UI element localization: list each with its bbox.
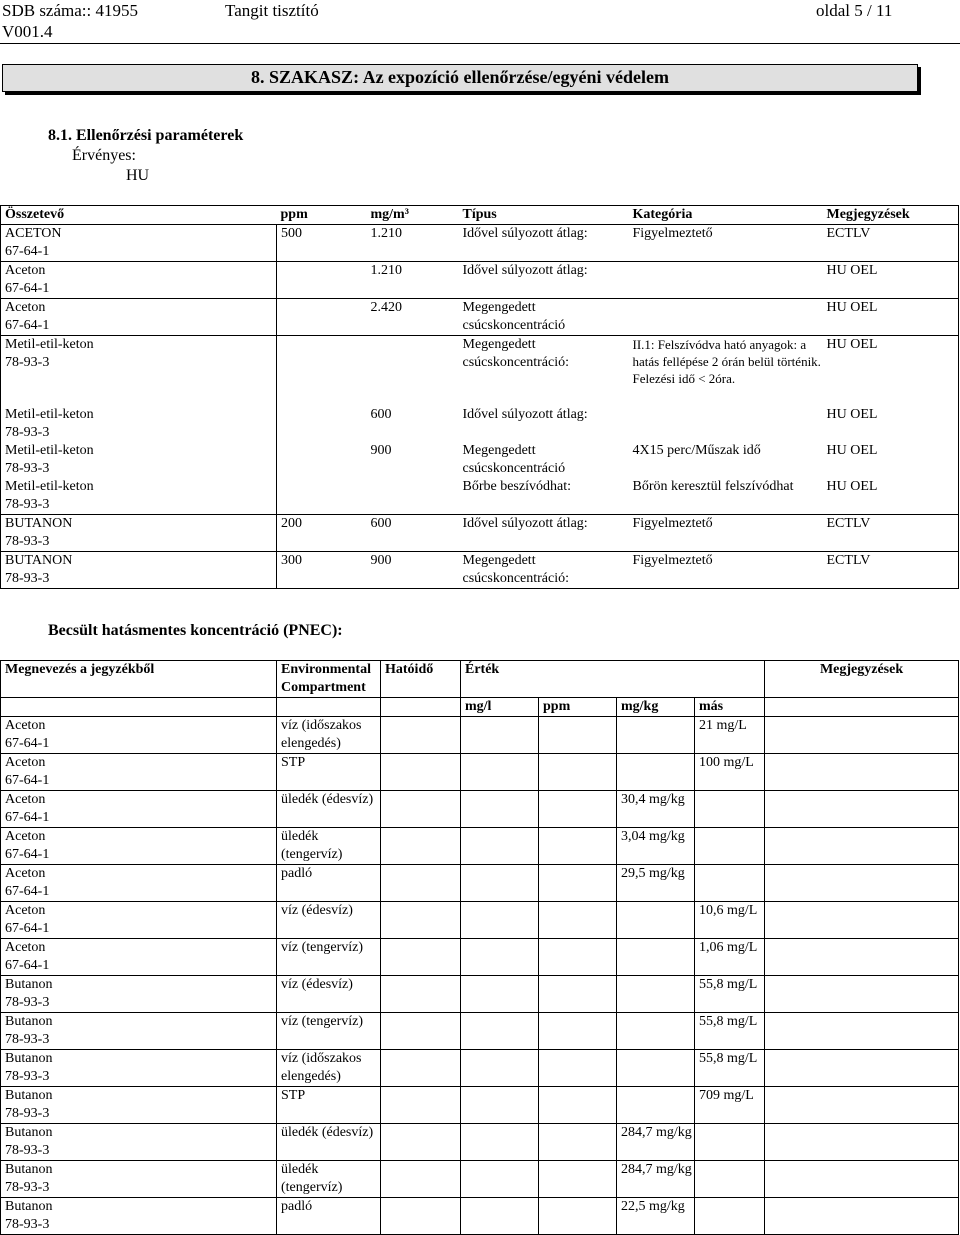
pnec-ppm: [539, 939, 617, 976]
pnec-duration: [381, 1050, 461, 1087]
pnec-mgl: [461, 754, 539, 791]
cell-ppm: [277, 478, 367, 515]
cell-type: Bőrbe beszívódhat:: [462, 478, 571, 494]
component-name: BUTANON: [5, 515, 73, 531]
pnec-remarks: [765, 1124, 959, 1161]
component-cell: [1, 406, 277, 442]
pnec-ppm: [539, 754, 617, 791]
component-cell: [1, 551, 277, 588]
valid-label: Érvényes:: [72, 147, 136, 164]
pnec-other: 709 mg/L: [695, 1087, 765, 1124]
cell-mgm3: 900: [370, 442, 392, 458]
pnec-other: 1,06 mg/L: [695, 939, 765, 976]
section-heading-box: [2, 64, 918, 92]
pnec-ppm: [539, 1124, 617, 1161]
pnec-remarks: [765, 1087, 959, 1124]
pnec-compartment: víz (időszakos elengedés): [277, 1050, 381, 1087]
cell-category: Figyelmeztető: [629, 514, 823, 551]
cell-mgm3: 600: [370, 406, 392, 422]
component-cell: [1, 262, 277, 299]
pnec-other: [695, 1124, 765, 1161]
pnec-mgl: [461, 717, 539, 754]
pnec-row: [1, 902, 959, 939]
cas-number: 67-64-1: [5, 318, 50, 333]
cas-number: 78-93-3: [5, 1032, 50, 1047]
pnec-compartment: padló: [277, 865, 381, 902]
pnec-mgkg: 30,4 mg/kg: [617, 791, 695, 828]
component-cell: [1, 225, 277, 262]
cas-number: 78-93-3: [5, 1180, 50, 1195]
cas-number: 67-64-1: [5, 244, 50, 259]
cell-mgm3: [367, 478, 459, 515]
pnec-mgkg: [617, 1050, 695, 1087]
table-row: [1, 442, 959, 478]
product-name: Tangit tisztító: [225, 1, 319, 20]
table-row: [1, 478, 959, 515]
cell-ppm: [277, 299, 367, 336]
pnec-other: [695, 865, 765, 902]
substance-name: Butanon: [5, 1051, 53, 1066]
cell-ppm: 200: [277, 514, 367, 551]
pnec-duration: [381, 902, 461, 939]
component-cell: [1, 299, 277, 336]
cell-remark: HU OEL: [823, 336, 959, 406]
pnec-ppm: [539, 1050, 617, 1087]
substance-name: Aceton: [5, 903, 46, 918]
pnec-mgkg: 29,5 mg/kg: [617, 865, 695, 902]
pnec-duration: [381, 754, 461, 791]
table-row: [1, 551, 959, 588]
cell-category: Figyelmeztető: [629, 551, 823, 588]
pnec-name-cell: [1, 1124, 277, 1161]
pnec-col-compartment: Environmental Compartment: [277, 661, 381, 698]
substance-name: Aceton: [5, 940, 46, 955]
cell-ppm: [277, 406, 367, 442]
page-number: oldal 5 / 11: [816, 1, 893, 20]
pnec-row: [1, 976, 959, 1013]
pnec-remarks: [765, 754, 959, 791]
pnec-row: [1, 865, 959, 902]
cas-number: 78-93-3: [5, 533, 50, 549]
pnec-name-cell: [1, 865, 277, 902]
pnec-remarks: [765, 1198, 959, 1235]
pnec-other: [695, 791, 765, 828]
pnec-name-cell: [1, 828, 277, 865]
table-row: [1, 225, 959, 262]
table-row: [1, 262, 959, 299]
pnec-remarks: [765, 865, 959, 902]
pnec-row: [1, 1198, 959, 1235]
pnec-other: 55,8 mg/L: [695, 1050, 765, 1087]
table-row: [1, 406, 959, 442]
pnec-name-cell: [1, 791, 277, 828]
pnec-duration: [381, 865, 461, 902]
pnec-remarks: [765, 939, 959, 976]
cell-type: Idővel súlyozott átlag:: [459, 262, 629, 299]
pnec-remarks: [765, 1050, 959, 1087]
cell-category: [629, 406, 823, 442]
pnec-table: [0, 660, 959, 1235]
cell-mgm3: [367, 336, 459, 406]
pnec-duration: [381, 1124, 461, 1161]
cell-category: [629, 299, 823, 336]
pnec-compartment: üledék (édesvíz): [277, 791, 381, 828]
cas-number: 78-93-3: [5, 1106, 50, 1121]
pnec-name-cell: [1, 976, 277, 1013]
pnec-row: [1, 828, 959, 865]
cell-category: Figyelmeztető: [629, 225, 823, 262]
pnec-compartment: padló: [277, 1198, 381, 1235]
pnec-mgkg: [617, 1087, 695, 1124]
col-header-ppm: ppm: [277, 206, 367, 225]
pnec-mgl: [461, 828, 539, 865]
cell-remark: ECTLV: [823, 551, 959, 588]
pnec-ppm: [539, 902, 617, 939]
component-name: Metil-etil-keton: [5, 406, 94, 422]
cas-number: 67-64-1: [5, 847, 50, 862]
pnec-other: [695, 1198, 765, 1235]
pnec-other: 10,6 mg/L: [695, 902, 765, 939]
component-cell: [1, 514, 277, 551]
pnec-mgkg: 22,5 mg/kg: [617, 1198, 695, 1235]
pnec-mgkg: [617, 1013, 695, 1050]
cell-mgm3: 1.210: [367, 262, 459, 299]
pnec-remarks: [765, 976, 959, 1013]
pnec-duration: [381, 1198, 461, 1235]
pnec-mgkg: 3,04 mg/kg: [617, 828, 695, 865]
table-row: [1, 514, 959, 551]
pnec-ppm: [539, 865, 617, 902]
component-name: ACETON: [5, 226, 62, 241]
pnec-remarks: [765, 1013, 959, 1050]
pnec-name-cell: [1, 717, 277, 754]
pnec-col-name: Megnevezés a jegyzékből: [1, 661, 277, 698]
substance-name: Butanon: [5, 1125, 53, 1140]
pnec-mgl: [461, 865, 539, 902]
cell-type: Megengedett csúcskoncentráció:: [459, 336, 629, 406]
cell-type: Idővel súlyozott átlag:: [459, 514, 629, 551]
pnec-duration: [381, 939, 461, 976]
col-header-mgm3: mg/m³: [367, 206, 459, 225]
pnec-other: 21 mg/L: [695, 717, 765, 754]
cell-ppm: 500: [277, 225, 367, 262]
pnec-mgkg: [617, 939, 695, 976]
pnec-name-cell: [1, 939, 277, 976]
substance-name: Butanon: [5, 1199, 53, 1214]
pnec-other: 100 mg/L: [695, 754, 765, 791]
pnec-title: Becsült hatásmentes koncentráció (PNEC):: [48, 622, 343, 639]
cell-type: Megengedett csúcskoncentráció: [462, 442, 566, 476]
component-name: Aceton: [5, 300, 46, 315]
component-name: Metil-etil-keton: [5, 478, 94, 494]
pnec-other: [695, 1161, 765, 1198]
cell-remark: ECTLV: [823, 514, 959, 551]
cas-number: 78-93-3: [5, 570, 50, 586]
pnec-compartment: STP: [277, 1087, 381, 1124]
cell-mgm3: 1.210: [367, 225, 459, 262]
pnec-duration: [381, 791, 461, 828]
cell-mgm3: 600: [367, 514, 459, 551]
cas-number: 78-93-3: [5, 496, 50, 512]
pnec-remarks: [765, 791, 959, 828]
pnec-sub-mgkg: mg/kg: [617, 698, 695, 717]
exposure-limits-table: [0, 205, 959, 589]
cas-number: 67-64-1: [5, 958, 50, 973]
cell-category: II.1: Felszívódva ható anyagok: a hatás fellépése 2 órán belül történik. Felezési idő < 2óra.: [629, 336, 823, 406]
pnec-col-duration: Hatóidő: [381, 661, 461, 698]
pnec-row: [1, 1124, 959, 1161]
cas-number: 78-93-3: [5, 995, 50, 1010]
pnec-compartment: üledék (édesvíz): [277, 1124, 381, 1161]
pnec-ppm: [539, 1087, 617, 1124]
cas-number: 78-93-3: [5, 355, 50, 370]
pnec-duration: [381, 1087, 461, 1124]
component-name: BUTANON: [5, 552, 73, 568]
pnec-mgl: [461, 939, 539, 976]
version: V001.4: [2, 22, 53, 41]
pnec-mgkg: [617, 717, 695, 754]
pnec-compartment: víz (édesvíz): [277, 902, 381, 939]
component-cell: [1, 442, 277, 478]
pnec-row: [1, 1050, 959, 1087]
page-header: [0, 0, 960, 44]
table-row: [1, 299, 959, 336]
pnec-compartment: üledék (tengervíz): [277, 1161, 381, 1198]
sdb-number: SDB száma:: 41955: [2, 1, 138, 20]
col-header-remarks: Megjegyzések: [823, 206, 959, 225]
pnec-compartment: víz (édesvíz): [277, 976, 381, 1013]
pnec-duration: [381, 976, 461, 1013]
pnec-mgl: [461, 976, 539, 1013]
table-row: [1, 336, 959, 406]
cell-ppm: [277, 262, 367, 299]
pnec-name-cell: [1, 902, 277, 939]
pnec-ppm: [539, 1013, 617, 1050]
pnec-name-cell: [1, 1198, 277, 1235]
pnec-remarks: [765, 902, 959, 939]
pnec-ppm: [539, 976, 617, 1013]
pnec-mgkg: [617, 902, 695, 939]
cas-number: 78-93-3: [5, 1217, 50, 1232]
pnec-compartment: víz (tengervíz): [277, 1013, 381, 1050]
pnec-duration: [381, 1013, 461, 1050]
table-header-row: [1, 206, 959, 225]
component-name: Metil-etil-keton: [5, 442, 94, 458]
pnec-row: [1, 754, 959, 791]
substance-name: Aceton: [5, 792, 46, 807]
cell-ppm: [277, 442, 367, 478]
pnec-mgl: [461, 1161, 539, 1198]
cell-mgm3: 900: [367, 551, 459, 588]
substance-name: Butanon: [5, 1088, 53, 1103]
pnec-name-cell: [1, 1087, 277, 1124]
pnec-mgl: [461, 1198, 539, 1235]
cell-remark: HU OEL: [823, 299, 959, 336]
pnec-other: [695, 828, 765, 865]
pnec-name-cell: [1, 1050, 277, 1087]
cas-number: 78-93-3: [5, 1069, 50, 1084]
pnec-ppm: [539, 1198, 617, 1235]
cell-category: 4X15 perc/Műszak idő: [632, 442, 761, 458]
pnec-mgl: [461, 791, 539, 828]
substance-name: Aceton: [5, 866, 46, 881]
pnec-remarks: [765, 717, 959, 754]
pnec-name-cell: [1, 1161, 277, 1198]
pnec-sub-other: más: [695, 698, 765, 717]
substance-name: Butanon: [5, 977, 53, 992]
substance-name: Aceton: [5, 755, 46, 770]
cas-number: 67-64-1: [5, 736, 50, 751]
component-name: Aceton: [5, 263, 46, 278]
pnec-row: [1, 1161, 959, 1198]
cas-number: 67-64-1: [5, 773, 50, 788]
pnec-compartment: STP: [277, 754, 381, 791]
pnec-mgkg: [617, 976, 695, 1013]
pnec-mgl: [461, 902, 539, 939]
pnec-duration: [381, 828, 461, 865]
cell-type: Megengedett csúcskoncentráció: [459, 299, 629, 336]
pnec-row: [1, 717, 959, 754]
section-title: 8. SZAKASZ: Az expozíció ellenőrzése/egyéni védelem: [251, 67, 669, 87]
cell-remark: HU OEL: [826, 442, 878, 458]
cas-number: 78-93-3: [5, 424, 50, 440]
col-header-type: Típus: [459, 206, 629, 225]
pnec-mgl: [461, 1013, 539, 1050]
pnec-name-cell: [1, 1013, 277, 1050]
header-divider: [0, 43, 960, 44]
subsection-title: 8.1. Ellenőrzési paraméterek: [48, 127, 244, 144]
pnec-ppm: [539, 717, 617, 754]
pnec-compartment: víz (időszakos elengedés): [277, 717, 381, 754]
pnec-mgkg: [617, 754, 695, 791]
cell-remark: HU OEL: [826, 406, 878, 422]
pnec-ppm: [539, 828, 617, 865]
substance-name: Aceton: [5, 829, 46, 844]
pnec-remarks: [765, 828, 959, 865]
pnec-duration: [381, 717, 461, 754]
cell-ppm: [277, 336, 367, 406]
cas-number: 78-93-3: [5, 1143, 50, 1158]
pnec-mgkg: 284,7 mg/kg: [617, 1161, 695, 1198]
substance-name: Butanon: [5, 1014, 53, 1029]
cas-number: 67-64-1: [5, 810, 50, 825]
pnec-row: [1, 1087, 959, 1124]
pnec-col-remarks: Megjegyzések: [765, 661, 959, 698]
cell-type: Idővel súlyozott átlag:: [459, 225, 629, 262]
pnec-ppm: [539, 791, 617, 828]
component-cell: [1, 478, 277, 515]
cell-type: Idővel súlyozott átlag:: [462, 406, 588, 422]
cell-type: Megengedett csúcskoncentráció:: [459, 551, 629, 588]
pnec-mgl: [461, 1124, 539, 1161]
cell-remark: HU OEL: [826, 478, 878, 494]
pnec-other: 55,8 mg/L: [695, 976, 765, 1013]
pnec-header-row: [1, 661, 959, 698]
cell-remark: HU OEL: [823, 262, 959, 299]
cell-category: [629, 262, 823, 299]
cell-remark: ECTLV: [823, 225, 959, 262]
cas-number: 67-64-1: [5, 921, 50, 936]
valid-value: HU: [126, 167, 150, 184]
pnec-row: [1, 939, 959, 976]
col-header-component: Összetevő: [1, 206, 277, 225]
substance-name: Butanon: [5, 1162, 53, 1177]
substance-name: Aceton: [5, 718, 46, 733]
cell-category: Bőrön keresztül felszívódhat: [632, 478, 794, 494]
component-name: Metil-etil-keton: [5, 337, 94, 352]
pnec-other: 55,8 mg/L: [695, 1013, 765, 1050]
pnec-ppm: [539, 1161, 617, 1198]
pnec-row: [1, 791, 959, 828]
cas-number: 67-64-1: [5, 884, 50, 899]
pnec-name-cell: [1, 754, 277, 791]
pnec-mgl: [461, 1050, 539, 1087]
pnec-compartment: üledék (tengervíz): [277, 828, 381, 865]
cas-number: 78-93-3: [5, 460, 50, 476]
pnec-mgkg: 284,7 mg/kg: [617, 1124, 695, 1161]
cell-ppm: 300: [277, 551, 367, 588]
pnec-remarks: [765, 1161, 959, 1198]
pnec-sub-ppm: ppm: [539, 698, 617, 717]
pnec-duration: [381, 1161, 461, 1198]
pnec-col-value: Érték: [461, 661, 765, 698]
cell-mgm3: 2.420: [367, 299, 459, 336]
pnec-mgl: [461, 1087, 539, 1124]
component-cell: [1, 336, 277, 406]
pnec-row: [1, 1013, 959, 1050]
pnec-sub-mgl: mg/l: [461, 698, 539, 717]
cas-number: 67-64-1: [5, 281, 50, 296]
pnec-compartment: víz (tengervíz): [277, 939, 381, 976]
pnec-subheader-row: [1, 698, 959, 717]
col-header-category: Kategória: [629, 206, 823, 225]
